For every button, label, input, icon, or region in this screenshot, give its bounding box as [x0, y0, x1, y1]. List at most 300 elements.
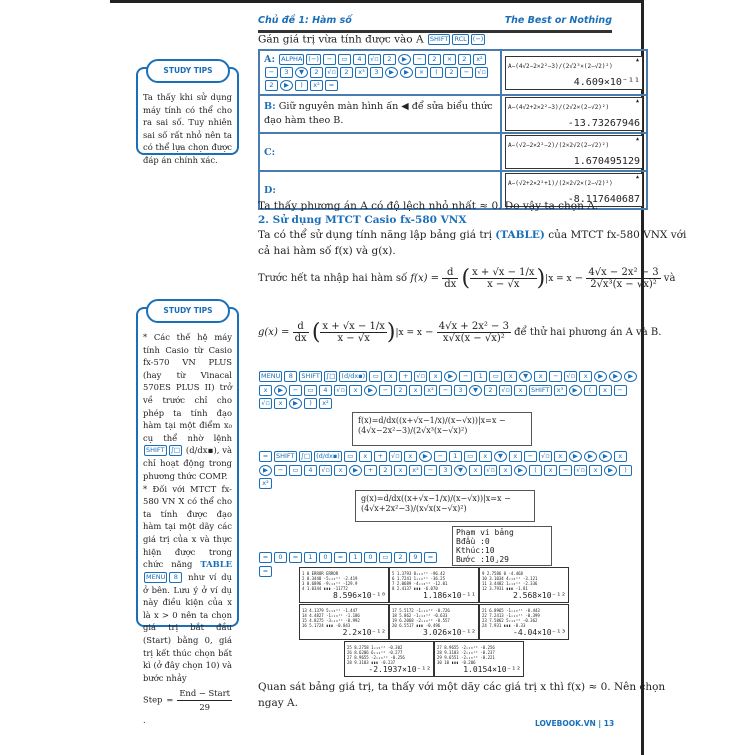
- key-rcl: RCL: [454, 35, 467, 43]
- calculator-key: ▶: [514, 465, 527, 476]
- calculator-key: √▫: [564, 371, 577, 382]
- calculator-key: −: [323, 54, 336, 65]
- calculator-key: 1: [474, 371, 487, 382]
- calculator-key: 1: [304, 552, 317, 563]
- calculator-key: −: [439, 385, 452, 396]
- conclusion-2b: ngay A.: [258, 697, 298, 709]
- calculator-key: ▭: [379, 552, 392, 563]
- table-range-screen: [452, 526, 552, 566]
- table-screen-row: 22 7.2413 -1ₓ₁₀¹¹ -0.399: [482, 613, 540, 618]
- calculator-key: 2: [445, 67, 458, 78]
- calculator-key: x: [394, 465, 407, 476]
- calculator-key: 8: [284, 371, 297, 382]
- calculator-key: ∫□: [325, 372, 336, 380]
- calculator-key: √▫: [368, 54, 381, 65]
- calculator-key: −: [549, 371, 562, 382]
- table-screen-row: 17 5.5172 -1ₓ₁₀¹² -0.726: [392, 608, 450, 613]
- study-tips-title: STUDY TIPS: [146, 59, 230, 83]
- intro-line: [258, 33, 486, 46]
- table-screen-row: 1 0 ERROR ERROR: [302, 571, 339, 576]
- table-screen-row: 8 2.4137 ▮▮▮ -6.070: [392, 586, 438, 591]
- table-screen-row: 27 8.9655 -2ₓ₁₀¹² -0.256: [347, 655, 405, 660]
- option-text: Giữ nguyên màn hình ấn ◀ để sửa biểu thức đạo hàm theo B.: [264, 101, 493, 126]
- num: 4√x + 2x² − 3: [438, 321, 509, 332]
- table-screen-row: 19 6.2068 -2ₓ₁₀¹² -0.557: [392, 618, 450, 623]
- table-screen-row: 13 4.1379 5ₓ₁₀¹¹ -1.447: [302, 608, 358, 613]
- calculator-key: ▶: [444, 371, 457, 382]
- calculator-key: ▶: [604, 465, 617, 476]
- table-screen: [389, 567, 479, 603]
- slogan: The Best or Nothing: [504, 15, 612, 26]
- g-inner-fraction: [320, 321, 387, 344]
- option-row-b: [259, 95, 647, 133]
- table-screen-row: 11 3.4482 1ₓ₁₀¹¹ -2.336: [482, 581, 538, 586]
- calculator-key: ▶: [259, 465, 272, 476]
- footer-page-number: LOVEBOOK.VN | 13: [535, 719, 615, 728]
- table-screen: [344, 641, 434, 677]
- calculator-key: x: [534, 371, 547, 382]
- calculator-key: x: [509, 451, 522, 462]
- table-screen-value: 2.568×10⁻¹²: [513, 591, 566, 600]
- study-tips-box-2: [136, 306, 239, 725]
- calculator-key: −: [459, 371, 472, 382]
- calculator-key: x: [404, 451, 417, 462]
- den: x√x(x − √x)²: [442, 333, 505, 344]
- calculator-key: +: [364, 465, 377, 476]
- table-screens-row-3: [344, 641, 524, 677]
- screen-result: -8.117640687: [567, 194, 640, 205]
- calculator-key: ▶: [594, 371, 607, 382]
- calculator-key: −: [265, 67, 278, 78]
- screen-g: g(x)=d/dx((x+√x−1/x)/(x−√x))|x=x − (4√x+2x²−3)/(x√x(x−√x)²): [355, 490, 535, 522]
- table-screen-row: 24 7.931 ▮▮▮ -0.33: [482, 623, 526, 628]
- calculator-key: √▫: [574, 465, 587, 476]
- conclusion-2: Quan sát bảng giá trị, ta thấy với một dãy các giá trị x thì f(x) ≈ 0. Nên chọn: [258, 681, 666, 693]
- calculator-key: 1: [449, 451, 462, 462]
- calculator-key: ▭: [369, 371, 382, 382]
- table-screen: [389, 604, 479, 640]
- table-screen-row: 9 2.7586 0 -4.468: [482, 571, 523, 576]
- f-lhs: f(x) =: [410, 273, 440, 284]
- table-screen-value: -4.04×10⁻¹³: [513, 628, 566, 637]
- text: Trước hết ta nhập hai hàm số: [258, 273, 408, 284]
- d-num: d: [442, 267, 458, 279]
- table-screen-row: 4 1.0344 ▮▮▮ -11772: [302, 586, 348, 591]
- calculator-screen: [505, 135, 643, 169]
- calculator-key: 2: [484, 385, 497, 396]
- calculator-key: x: [409, 385, 422, 396]
- page-header: [258, 14, 612, 33]
- option-a-keys: [259, 50, 501, 95]
- tips-text: * Đối với MTCT fx-580 VN X có thể cho ta tính được đạo hàm tại một dãy các giá trị của x và thực hiện được trong chức năng: [143, 483, 232, 570]
- screen-f: f(x)=d/dx((x+√x−1/x)/(x−√x))|x=x − (4√x−2x²−3)/(2√x³(x−√x)²): [352, 412, 532, 446]
- calculator-key: √▫: [389, 451, 402, 462]
- study-tips-paragraph-1: [143, 331, 232, 483]
- range-end: Kthúc:10: [456, 546, 495, 555]
- screen-indicator: ▲: [635, 174, 639, 180]
- options-table: [258, 49, 648, 210]
- calculator-key: x: [499, 465, 512, 476]
- calculator-key: −: [434, 451, 447, 462]
- text: của MTCT fx-580 VNX với: [548, 229, 687, 241]
- g-formula-line: [258, 320, 661, 345]
- f-inner-fraction: [470, 267, 537, 290]
- calculator-key: ): [295, 80, 308, 91]
- calculator-key: √▫: [334, 385, 347, 396]
- section-2-paragraph: [258, 229, 686, 241]
- calculator-key: 4: [353, 54, 366, 65]
- table-screen-value: 8.596×10⁻¹⁰: [333, 591, 386, 600]
- den: 2√x³(x − √x)²: [590, 279, 657, 290]
- table-screen-row: 28 9.3103 -2ₓ₁₀¹² -0.237: [437, 650, 495, 655]
- paren: (: [311, 320, 321, 345]
- g-lhs: g(x) =: [258, 327, 290, 338]
- text: Ta có thể sử dụng tính năng lập bảng giá trị: [258, 229, 492, 241]
- calculator-key: −: [460, 67, 473, 78]
- calculator-key: ▭: [464, 451, 477, 462]
- calculator-key: √▫: [325, 67, 338, 78]
- calculator-key: 2: [394, 552, 407, 563]
- table-screen-row: 26 8.6206 6ₓ₁₀¹² -0.277: [347, 650, 403, 655]
- calculator-key: x: [589, 465, 602, 476]
- screen-result: -13.73267946: [567, 118, 640, 129]
- screen-indicator: ▲: [635, 136, 639, 142]
- calculator-key: x²: [409, 465, 422, 476]
- table-screen-value: 2.2×10⁻¹²: [342, 628, 386, 637]
- calculator-key: x: [429, 371, 442, 382]
- calculator-key: 3: [370, 67, 383, 78]
- calculator-key: −: [413, 54, 426, 65]
- calculator-key: x: [579, 371, 592, 382]
- tips-text: như ví dụ ở bên. Lưu ý ở ví dụ này điều kiện của x là x > 0 nên ta chọn giá trị bắt đầu (Start) bằng 0, giá trị kết thúc chọn bất kì (ở đây chọn 10) và bước nhảy: [143, 571, 233, 683]
- calculator-key: SHIFT: [531, 385, 550, 394]
- calculator-key: ▭: [304, 385, 317, 396]
- screen-expression: A−(√2+2×2²+1)/(2×2√2×(2−√2)²): [508, 180, 613, 187]
- calculator-key: 2: [379, 465, 392, 476]
- calculator-key: =: [259, 552, 272, 563]
- screen-expression: A−(√2−2×2²−2)/(2×2√2(2−√2)²): [508, 142, 610, 149]
- intro-text: Gán giá trị vừa tính được vào A: [258, 33, 424, 46]
- option-label: B:: [264, 101, 276, 112]
- table-screen-row: 30 10 ▮▮▮ -0.206: [437, 660, 476, 665]
- calculator-key: 2: [458, 54, 471, 65]
- g-rhs-fraction: [437, 321, 511, 344]
- calculator-key: 2: [394, 385, 407, 396]
- calculator-key: 3: [280, 67, 293, 78]
- calculator-key: 2: [340, 67, 353, 78]
- calculator-key: x: [504, 371, 517, 382]
- calculator-key: x²: [473, 54, 486, 65]
- table-screen-row: 20 6.5517 ▮▮▮ -0.496: [392, 623, 441, 628]
- calculator-key: (−): [308, 55, 319, 63]
- screen-indicator: ▲: [635, 56, 639, 63]
- f-formula-line: [258, 266, 675, 291]
- calculator-key: ▶: [569, 385, 582, 396]
- calculator-key: =: [334, 552, 347, 563]
- eval-at: |x = x: [395, 328, 422, 338]
- section-2-paragraph-cont: cả hai hàm số f(x) và g(x).: [258, 245, 396, 257]
- calculator-key: ▶: [364, 385, 377, 396]
- option-label: C:: [264, 146, 276, 158]
- step-fraction: [177, 687, 232, 713]
- screen-result: 4.609×10⁻¹¹: [573, 76, 640, 88]
- calculator-key: ▶: [385, 67, 398, 78]
- d-den: dx: [294, 333, 307, 344]
- calculator-key: ALPHA: [281, 55, 303, 63]
- table-screen-row: 12 3.7931 ▮▮▮ -1.81: [482, 586, 528, 591]
- calculator-key: −: [559, 465, 572, 476]
- calculator-key: x: [599, 385, 612, 396]
- calculator-key: x: [479, 451, 492, 462]
- calculator-key: (: [529, 465, 542, 476]
- table-screen-value: 1.0154×10⁻¹²: [463, 665, 521, 674]
- calculator-key: 4: [319, 385, 332, 396]
- calculator-key: ▼: [519, 371, 532, 382]
- calculator-key: −: [614, 385, 627, 396]
- table-screens-row-2: [299, 604, 569, 640]
- range-step: Bước :10⌟29: [456, 555, 509, 564]
- calculator-key: 0: [319, 552, 332, 563]
- calculator-key: ▶: [569, 451, 582, 462]
- calculator-key: x: [469, 465, 482, 476]
- calculator-key: (d/dx▪): [316, 452, 340, 460]
- paren: ): [386, 320, 396, 345]
- option-a-screen: [501, 50, 647, 95]
- study-tips-title: STUDY TIPS: [146, 299, 230, 323]
- screen-result: 1.670495129: [573, 156, 640, 167]
- calculator-key: x: [554, 451, 567, 462]
- num: 4√x − 2x² − 3: [588, 267, 659, 278]
- calculator-key: x: [384, 371, 397, 382]
- table-screen-row: 15 4.8275 -3ₓ₁₀¹¹ -0.992: [302, 618, 360, 623]
- calculator-key: SHIFT: [301, 372, 320, 380]
- option-row-c: [259, 133, 647, 171]
- calculator-key: x³: [355, 67, 368, 78]
- calculator-key: x: [274, 398, 287, 409]
- table-screens-row-1: [299, 567, 569, 603]
- table-screen: [479, 604, 569, 640]
- calculator-key: √▫: [499, 385, 512, 396]
- calculator-key: (: [430, 67, 443, 78]
- calculator-key: ▶: [599, 451, 612, 462]
- table-screen-row: 14 4.4827 -1ₓ₁₀¹¹ -1.186: [302, 613, 360, 618]
- calculator-key: −: [274, 465, 287, 476]
- calculator-key: 9: [409, 552, 422, 563]
- table-screen: [479, 567, 569, 603]
- calculator-key: =: [259, 451, 272, 462]
- calculator-key: x: [544, 465, 557, 476]
- calculator-key: ▶: [584, 451, 597, 462]
- calculator-key: ▼: [454, 465, 467, 476]
- calculator-key: (: [584, 385, 597, 396]
- table-screen-row: 3 0.6896 -9ₓ₁₀¹¹ -129.9: [302, 581, 358, 586]
- table-screen-value: 1.186×10⁻¹¹: [423, 591, 476, 600]
- key-shift: SHIFT: [146, 446, 165, 455]
- paren: ): [536, 266, 546, 291]
- study-tips-text: Ta thấy khi sử dụng máy tính có thể cho ra sai số. Tuy nhiên sai số rất nhỏ nên ta có thể lựa chọn được đáp án chính xác.: [143, 92, 232, 165]
- minus: −: [574, 273, 584, 284]
- table-screen: [299, 604, 389, 640]
- key-negative: (−): [472, 35, 484, 43]
- key-sequence-a: [264, 54, 489, 91]
- calculator-key: ×: [443, 54, 456, 65]
- section-2-title: 2. Sử dụng MTCT Casio fx-580 VNX: [258, 214, 467, 226]
- range-start: Bđầu :0: [456, 537, 490, 546]
- calculator-key: x²: [259, 478, 272, 489]
- text: để thử hai phương án A và B.: [514, 327, 662, 338]
- calculator-key: x²: [319, 398, 332, 409]
- num: x + √x − 1/x: [472, 267, 535, 278]
- calculator-key: 2: [383, 54, 396, 65]
- calculator-key: ▶: [398, 54, 411, 65]
- calculator-key: 3: [439, 465, 452, 476]
- table-screen-row: 10 3.1034 4ₓ₁₀¹¹ -3.121: [482, 576, 538, 581]
- calculator-key: x²: [424, 385, 437, 396]
- calculator-key: ▭: [489, 371, 502, 382]
- calculator-key: x: [334, 465, 347, 476]
- screen-indicator: ▲: [635, 98, 639, 104]
- paren: (: [461, 266, 471, 291]
- calculator-key: ▶: [400, 67, 413, 78]
- calculator-key: ▶: [419, 451, 432, 462]
- key-shift: SHIFT: [429, 35, 449, 43]
- option-b-screen: [501, 95, 647, 133]
- calculator-key: 0: [364, 552, 377, 563]
- table-screen-row: 2 0.3448 -5ₓ₁₀¹¹ -2.419: [302, 576, 358, 581]
- key-integral: ∫□: [170, 446, 181, 455]
- calculator-key: ▶: [289, 398, 302, 409]
- tips-text: * Các thế hệ máy tính Casio từ Casio fx-570 VN PLUS (hay từ Vinacal 570ES PLUS II) trở về trước chỉ cho phép ta tính đạo hàm tại một điểm x₀ cụ thể nhờ lệnh: [143, 332, 232, 443]
- calculator-key: ×: [415, 67, 428, 78]
- calculator-key: ∫□: [300, 452, 311, 460]
- table-screen-value: 3.026×10⁻¹²: [423, 628, 476, 637]
- calculator-key: ▼: [494, 451, 507, 462]
- chapter-title: Chủ đề 1: Hàm số: [258, 15, 352, 26]
- calculator-key: 2: [428, 54, 441, 65]
- calculator-key: ▶: [624, 371, 637, 382]
- calculator-key: 3: [454, 385, 467, 396]
- calculator-screen: [505, 97, 643, 131]
- calculator-key: ▭: [338, 54, 351, 65]
- table-screen-row: 25 8.2758 1ₓ₁₀¹² -0.302: [347, 645, 403, 650]
- table-screen-row: 27 8.9655 -2ₓ₁₀¹² -0.256: [437, 645, 495, 650]
- table-screen-row: 5 1.3793 8ₓ₁₀¹¹ -96.42: [392, 571, 445, 576]
- calculator-key: x: [259, 385, 272, 396]
- calculator-key: −: [289, 385, 302, 396]
- calculator-key: 4: [304, 465, 317, 476]
- option-label: D:: [264, 184, 276, 196]
- calculator-key: +: [399, 371, 412, 382]
- step-label: Step =: [143, 695, 174, 706]
- table-screen-row: 29 9.6551 -2ₓ₁₀¹² -0.221: [437, 655, 495, 660]
- option-row-a: [259, 50, 647, 95]
- key-8: 8: [169, 572, 182, 583]
- calculator-key: MENU: [261, 372, 281, 380]
- derivative-op: [442, 267, 458, 290]
- calculator-key: √▫: [475, 67, 488, 78]
- calculator-key: x: [359, 451, 372, 462]
- den: x − √x: [487, 279, 520, 290]
- table-highlight: TABLE: [200, 559, 232, 570]
- calculator-key: ▶: [609, 371, 622, 382]
- calculator-key: 0: [274, 552, 287, 563]
- den: x − √x: [337, 333, 370, 344]
- and-text: và: [663, 273, 676, 284]
- calculator-key: x: [614, 451, 627, 462]
- calculator-key: ▶: [274, 385, 287, 396]
- calculator-key: √▫: [539, 451, 552, 462]
- calculator-key: =: [259, 566, 272, 577]
- num: x + √x − 1/x: [322, 321, 385, 332]
- calculator-key: +: [374, 451, 387, 462]
- d-num: d: [293, 321, 309, 333]
- option-c-text: [259, 133, 501, 171]
- calculator-key: ▭: [344, 451, 357, 462]
- calculator-key: −: [379, 385, 392, 396]
- range-title: Phạm vi bảng: [456, 528, 514, 537]
- conclusion-1: Ta thấy phương án A có độ lệch nhỏ nhất ≈ 0. Do vậy ta chọn A.: [258, 200, 599, 212]
- calculator-key: 2: [310, 67, 323, 78]
- calculator-key: ▼: [469, 385, 482, 396]
- calculator-key: SHIFT: [276, 452, 295, 460]
- table-screen: [434, 641, 524, 677]
- table-screen-row: 7 2.0689 -4ₓ₁₀¹¹ -12.01: [392, 581, 448, 586]
- calculator-key: √▫: [484, 465, 497, 476]
- calculator-key: ▶: [349, 465, 362, 476]
- key-sequence-2: [258, 450, 640, 491]
- page-top-border: [110, 0, 644, 3]
- step-numerator: End − Start: [177, 687, 232, 701]
- calculator-key: ): [619, 465, 632, 476]
- calculator-key: x: [514, 385, 527, 396]
- study-tips-box-1: [136, 66, 239, 165]
- calculator-key: ▭: [289, 465, 302, 476]
- key-menu: MENU: [146, 572, 166, 581]
- step-denominator: 29: [199, 702, 210, 713]
- table-screen-row: 23 7.5862 5ₓ₁₀¹² -0.362: [482, 618, 538, 623]
- eval-at: |x = x: [545, 274, 572, 284]
- screen-expression: A−(4√2−2×2²−3)/(2√2³×(2−√2)²): [508, 62, 613, 70]
- calculator-key: x: [349, 385, 362, 396]
- calculator-key: √▫: [319, 465, 332, 476]
- option-c-screen: [501, 133, 647, 171]
- minus: −: [425, 327, 434, 338]
- calculator-key: x²: [310, 80, 323, 91]
- table-screen-row: 16 5.1724 ▮▮▮ -0.843: [302, 623, 351, 628]
- step-formula: Step = $\frac{\text{End − Start}}{29}$ .: [143, 688, 230, 725]
- tips-text: (d/dx▪), và chỉ hoạt động trong phương thức COMP.: [143, 445, 232, 481]
- table-screen-row: 28 9.3103 ▮▮▮ -0.237: [347, 660, 396, 665]
- calculator-key: =: [325, 80, 338, 91]
- f-rhs-fraction: [586, 267, 660, 290]
- key-sequence-1: [258, 370, 640, 411]
- d-den: dx: [444, 279, 457, 290]
- calculator-key: 1: [349, 552, 362, 563]
- calculator-key: ): [304, 398, 317, 409]
- calculator-key: √▫: [414, 371, 427, 382]
- table-screen: [299, 567, 389, 603]
- table-screen-value: -2.1937×10⁻¹²: [368, 665, 431, 674]
- calculator-key: ▼: [295, 67, 308, 78]
- calculator-screen: [505, 56, 643, 90]
- calculator-key: ▶: [280, 80, 293, 91]
- calculator-key: =: [424, 552, 437, 563]
- calculator-key: −: [524, 451, 537, 462]
- table-screen-row: 6 1.7241 1ₓ₁₀¹¹ -36.25: [392, 576, 445, 581]
- calculator-key: −: [424, 465, 437, 476]
- option-b-text: [259, 95, 501, 133]
- option-label: A:: [264, 54, 275, 65]
